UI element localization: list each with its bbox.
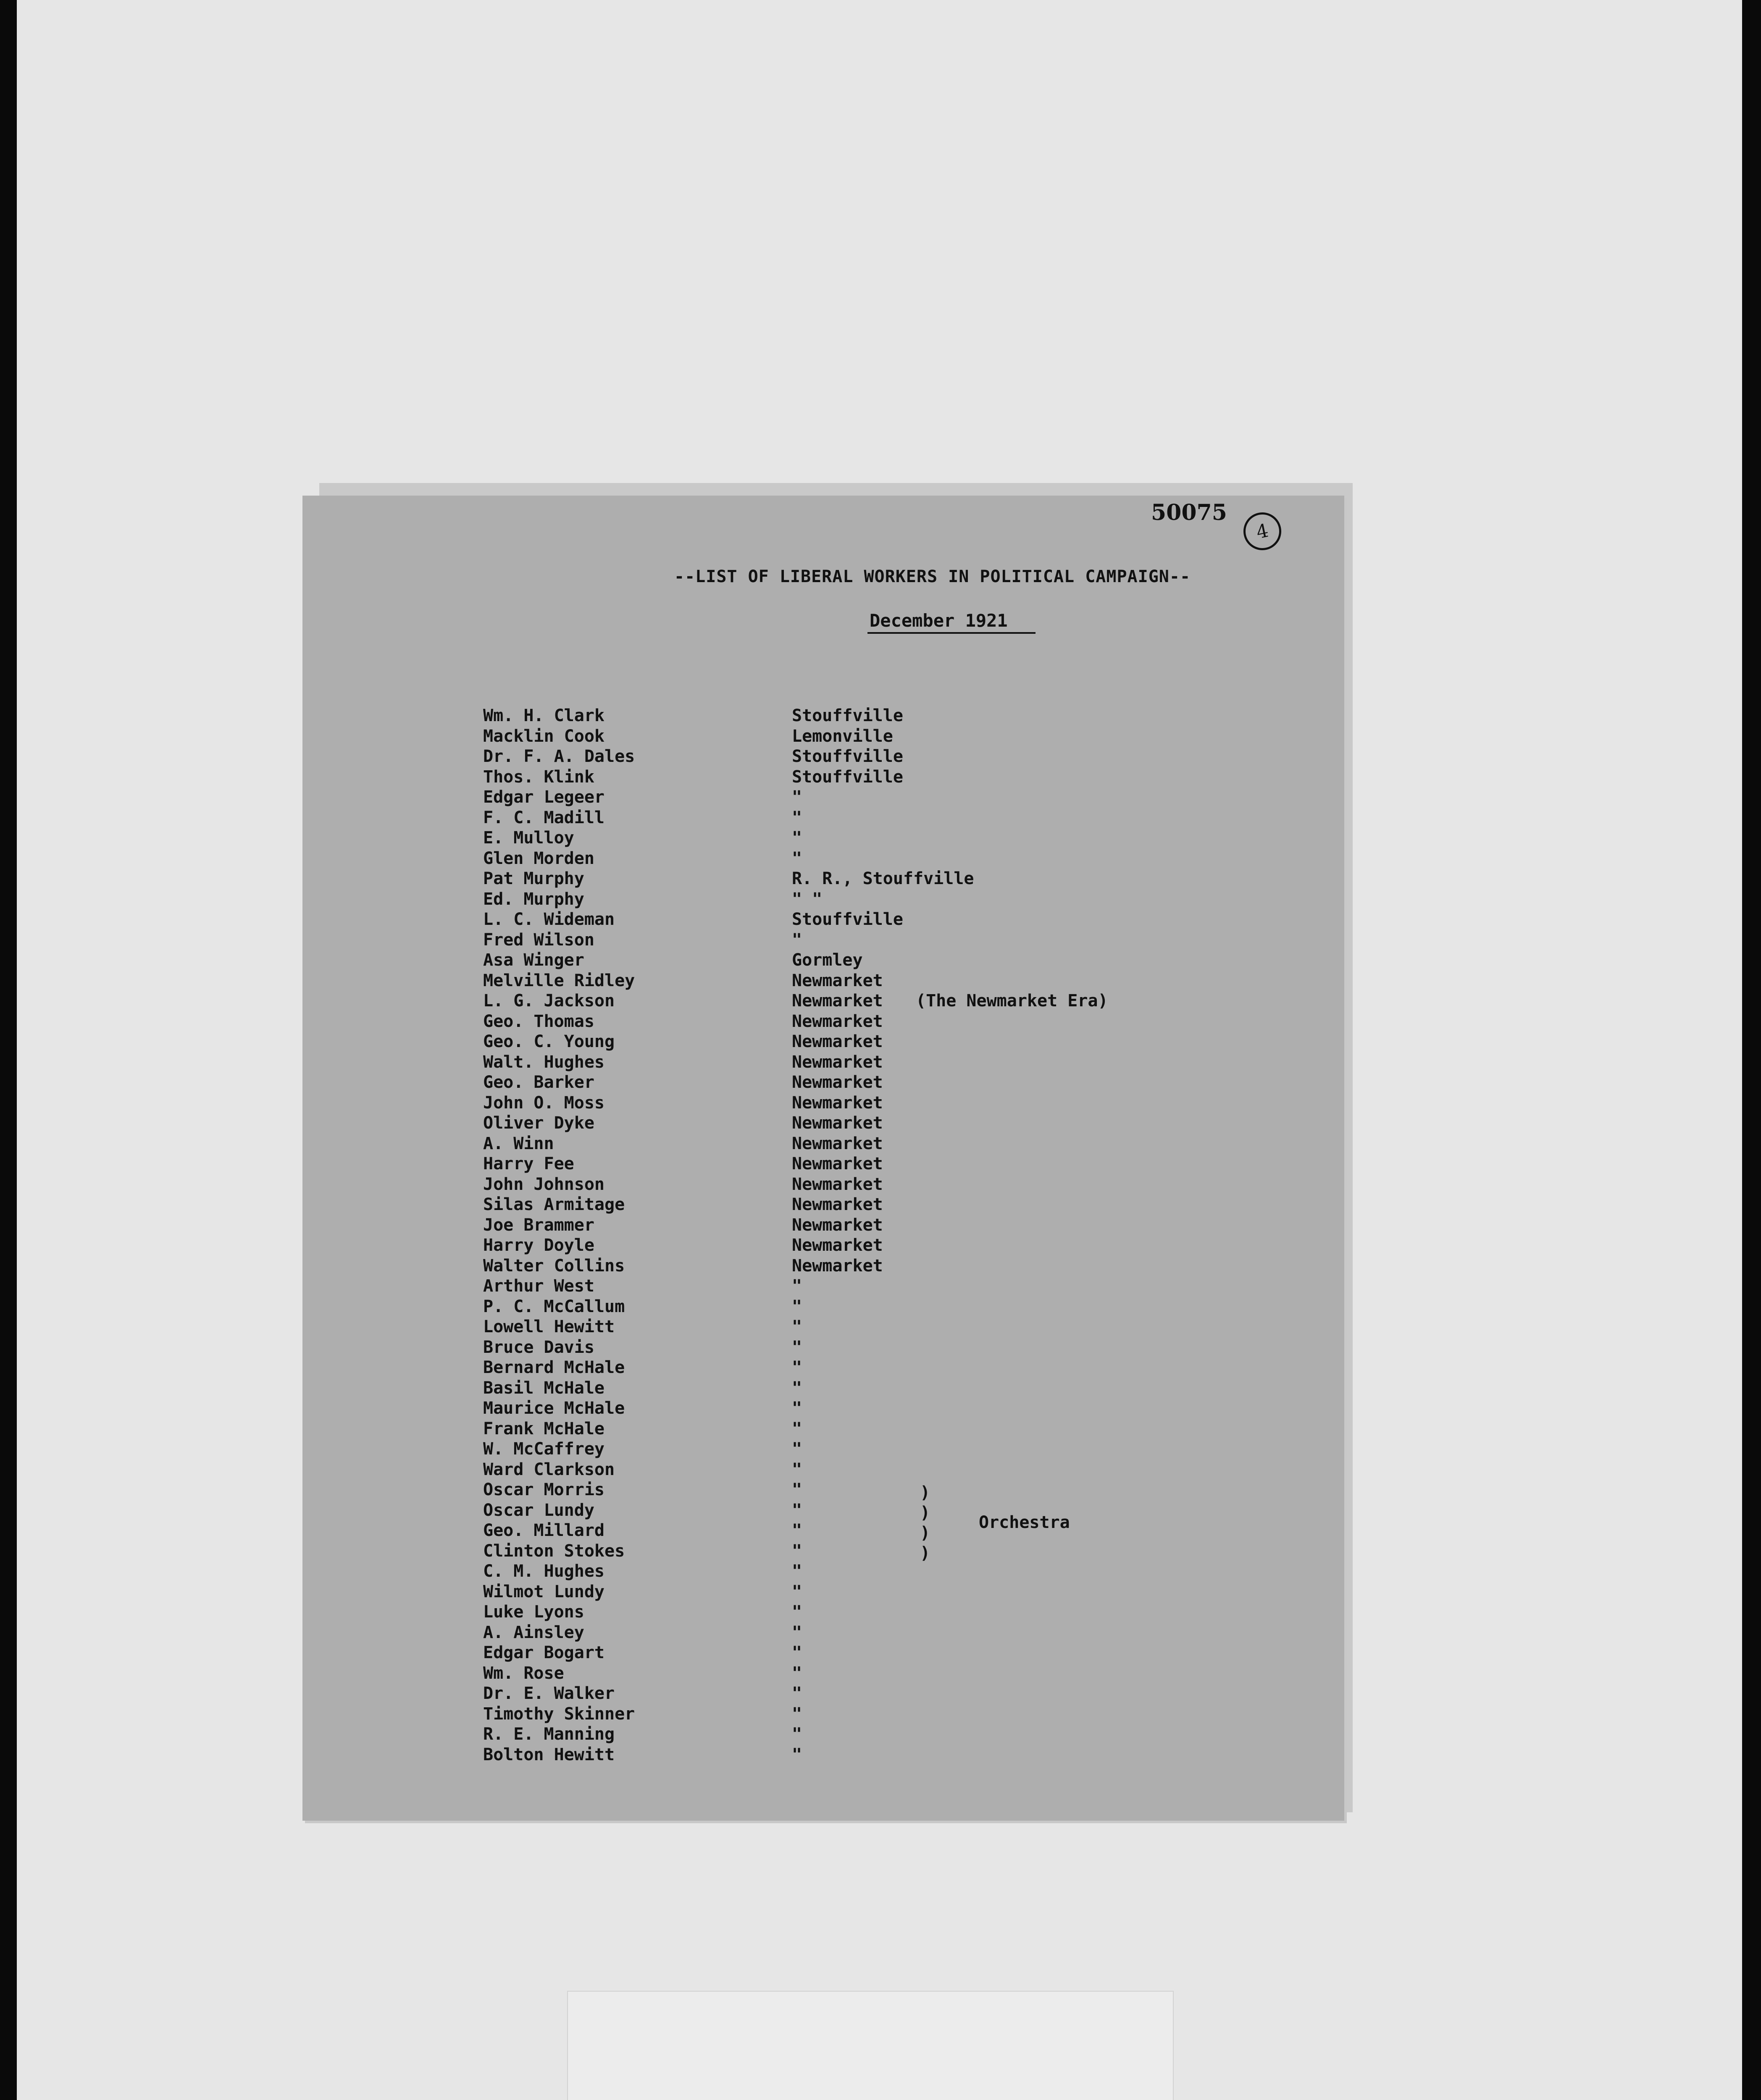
folio-mark: 4 [1240,509,1285,554]
worker-place: Lemonville [792,726,893,746]
worker-place: " [792,1643,802,1662]
worker-name: Asa Winger [483,950,584,970]
worker-name: Frank McHale [483,1419,605,1438]
worker-name: Luke Lyons [483,1602,584,1622]
worker-place: " [792,808,802,827]
worker-name: Wilmot Lundy [483,1582,605,1601]
worker-name: Dr. E. Walker [483,1684,615,1703]
worker-name: Timothy Skinner [483,1704,635,1724]
worker-place: Stouffville [792,706,903,725]
worker-name: Joe Brammer [483,1215,594,1235]
worker-place: " [792,1745,802,1764]
document-date: December 1921 [870,610,1008,631]
worker-place: " [792,1358,802,1377]
worker-name: Glen Morden [483,848,594,868]
worker-name: Walt. Hughes [483,1052,605,1072]
worker-place: Newmarket [792,1073,883,1092]
worker-place: " [792,1297,802,1316]
worker-name: Geo. Thomas [483,1011,594,1031]
worker-name: John Johnson [483,1174,605,1194]
worker-name: Fred Wilson [483,930,594,950]
worker-name: Geo. Barker [483,1073,594,1092]
worker-name: Macklin Cook [483,726,605,746]
worker-place: " [792,930,802,950]
worker-place: " [792,1480,802,1499]
worker-place: R. R., Stouffville [792,869,974,888]
worker-name: Pat Murphy [483,869,584,888]
worker-place: " [792,1439,802,1459]
worker-name: E. Mulloy [483,828,574,848]
worker-place: " [792,1317,802,1336]
film-edge-right [1742,0,1761,2100]
bracket: ) [920,1483,930,1502]
worker-note: (The Newmarket Era) [916,991,1108,1011]
worker-name: Thos. Klink [483,767,594,787]
worker-name: Maurice McHale [483,1399,625,1418]
document-title: --LIST OF LIBERAL WORKERS IN POLITICAL CAMPAIGN-- [674,567,1191,586]
worker-place: Newmarket [792,1215,883,1235]
worker-name: W. McCaffrey [483,1439,605,1459]
worker-name: John O. Moss [483,1093,605,1113]
worker-name: Oliver Dyke [483,1113,594,1133]
worker-place: Newmarket [792,991,883,1011]
worker-name: Geo. Millard [483,1521,605,1540]
worker-place: " [792,1622,802,1642]
worker-place: Newmarket [792,1113,883,1133]
worker-name: R. E. Manning [483,1725,615,1744]
worker-place: Newmarket [792,1134,883,1153]
worker-name: Lowell Hewitt [483,1317,615,1336]
worker-name: Silas Armitage [483,1195,625,1214]
film-edge-left [0,0,17,2100]
worker-name: Walter Collins [483,1256,625,1276]
worker-place: " [792,1582,802,1601]
worker-name: Harry Doyle [483,1236,594,1255]
bracket: ) [920,1503,930,1522]
date-underline [867,632,1036,634]
worker-name: Bruce Davis [483,1337,594,1357]
worker-place: " [792,1725,802,1744]
worker-place: Newmarket [792,971,883,990]
worker-name: Clinton Stokes [483,1541,625,1561]
bracket: ) [920,1544,930,1563]
document-number: 50075 [1151,500,1227,525]
worker-place: Newmarket [792,1093,883,1113]
worker-name: L. C. Wideman [483,910,615,929]
worker-place: " [792,828,802,848]
worker-name: Bernard McHale [483,1358,625,1377]
worker-place: Newmarket [792,1154,883,1173]
worker-name: A. Winn [483,1134,554,1153]
worker-name: L. G. Jackson [483,991,615,1011]
worker-name: P. C. McCallum [483,1297,625,1316]
worker-name: Ward Clarkson [483,1460,615,1479]
worker-place: Newmarket [792,1011,883,1031]
worker-place: " [792,1663,802,1683]
worker-place: " [792,1399,802,1418]
worker-name: Arthur West [483,1276,594,1296]
worker-name: Oscar Lundy [483,1500,594,1520]
worker-name: Harry Fee [483,1154,574,1173]
worker-name: Bolton Hewitt [483,1745,615,1764]
worker-place: Gormley [792,950,863,970]
worker-place: " [792,1276,802,1296]
worker-place: " [792,1602,802,1622]
worker-name: Basil McHale [483,1378,605,1398]
worker-place: " [792,848,802,868]
worker-place: Newmarket [792,1195,883,1214]
worker-place: " [792,1684,802,1703]
worker-name: Edgar Bogart [483,1643,605,1662]
archive-reference-card [567,1991,1174,2100]
worker-place: Newmarket [792,1256,883,1276]
worker-name: Oscar Morris [483,1480,605,1499]
group-note-orchestra: Orchestra [979,1513,1070,1532]
worker-place: " [792,1562,802,1581]
worker-name: Dr. F. A. Dales [483,747,635,766]
worker-place: Stouffville [792,747,903,766]
worker-place: " " [792,889,823,909]
worker-place: " [792,1500,802,1520]
worker-name: Ed. Murphy [483,889,584,909]
worker-place: Stouffville [792,910,903,929]
worker-name: F. C. Madill [483,808,605,827]
worker-name: Wm. H. Clark [483,706,605,725]
worker-place: Newmarket [792,1052,883,1072]
worker-place: " [792,1419,802,1438]
worker-place: " [792,1704,802,1724]
worker-name: A. Ainsley [483,1622,584,1642]
worker-place: " [792,1541,802,1561]
worker-place: " [792,1521,802,1540]
worker-place: " [792,1337,802,1357]
worker-name: C. M. Hughes [483,1562,605,1581]
worker-name: Melville Ridley [483,971,635,990]
worker-name: Edgar Legeer [483,788,605,807]
worker-name: Wm. Rose [483,1663,564,1683]
worker-place: " [792,1460,802,1479]
worker-place: Newmarket [792,1174,883,1194]
document-sheet [302,496,1344,1821]
bracket: ) [920,1523,930,1543]
worker-name: Geo. C. Young [483,1032,615,1051]
worker-place: Newmarket [792,1236,883,1255]
worker-place: " [792,1378,802,1398]
worker-place: Stouffville [792,767,903,787]
worker-place: Newmarket [792,1032,883,1051]
worker-place: " [792,788,802,807]
